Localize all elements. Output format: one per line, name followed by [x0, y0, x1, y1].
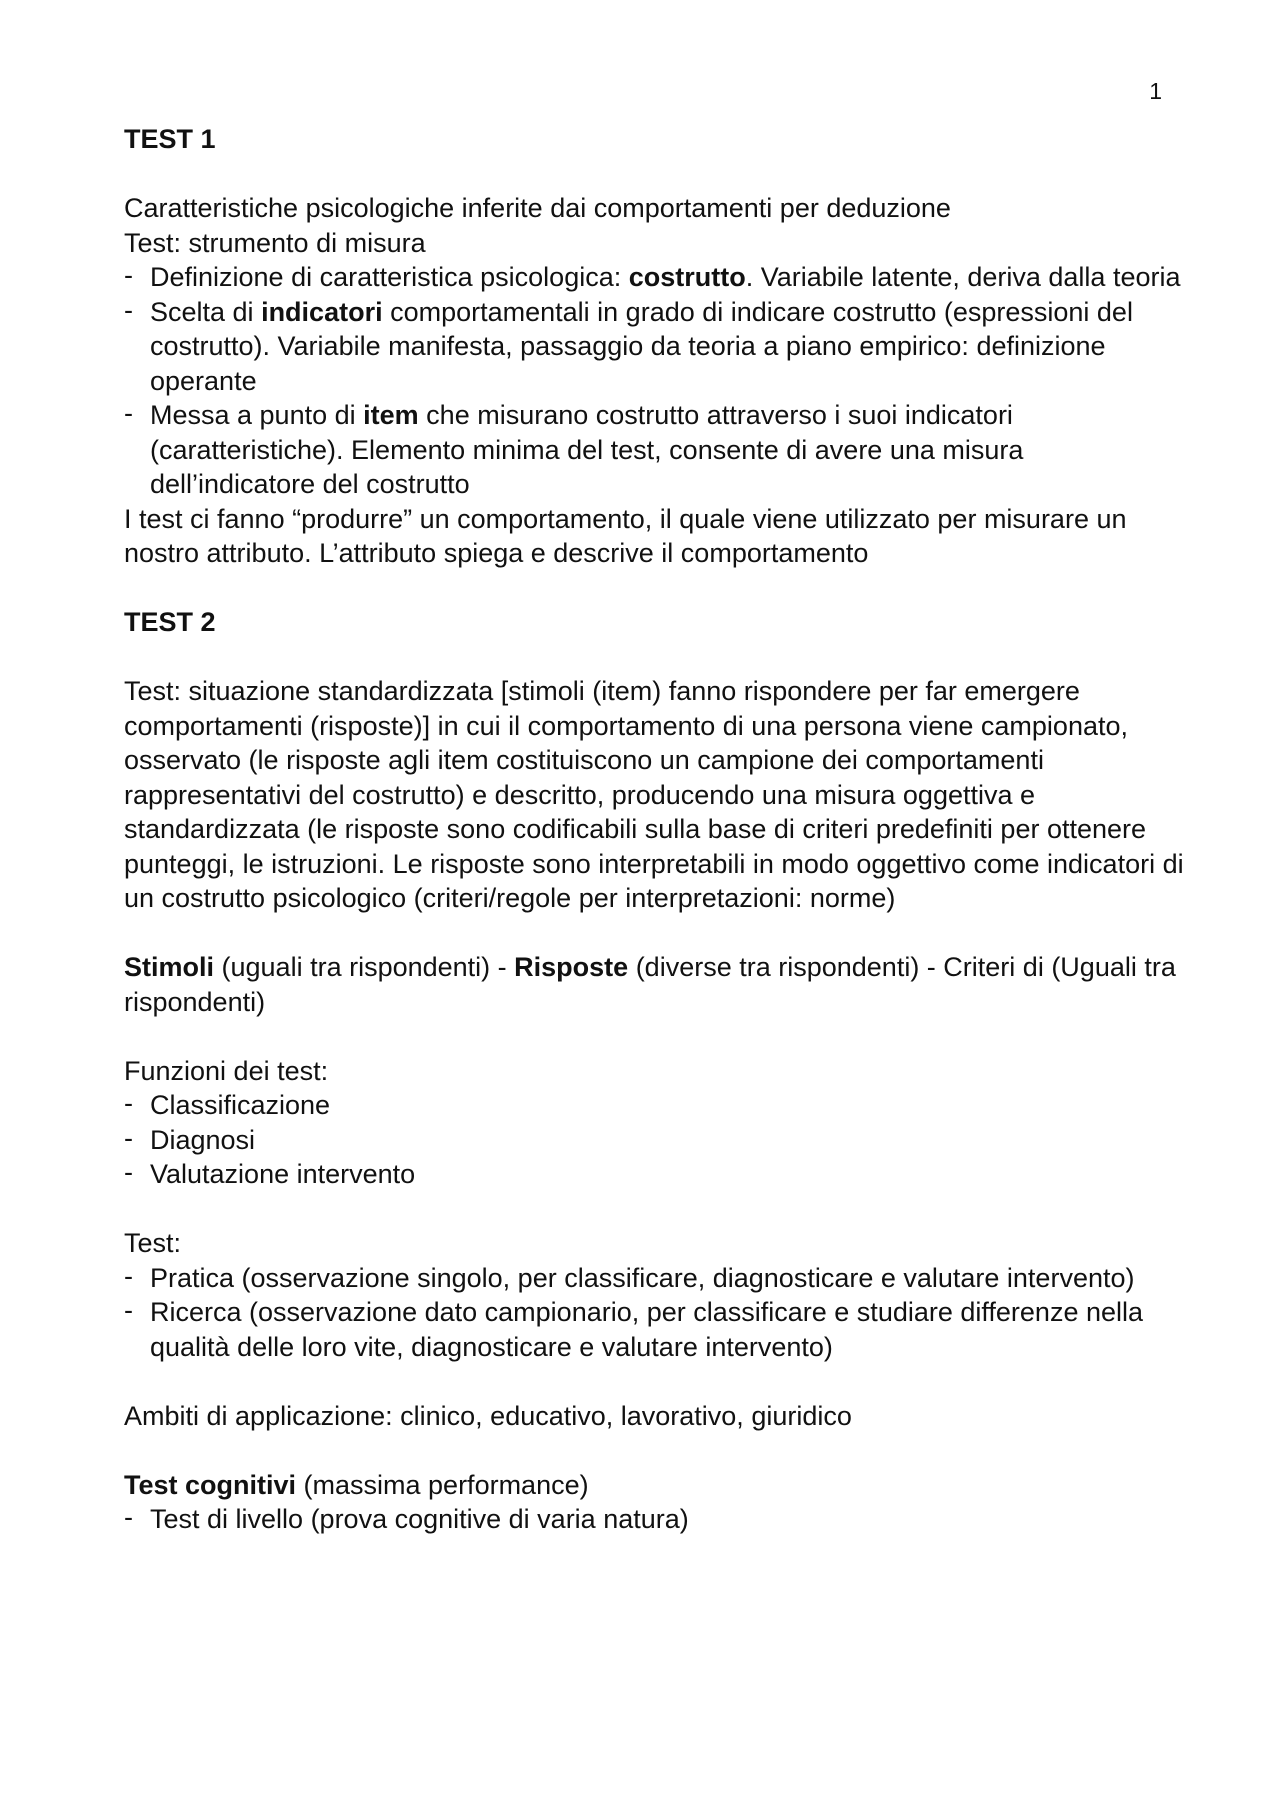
test-cognitivi-list — [124, 1502, 1184, 1537]
test1-heading: TEST 1 — [124, 124, 216, 154]
list-item: - Valutazione intervento — [124, 1157, 1184, 1192]
test1-bullet-costrutto: - Definizione di caratteristica psicologica: costrutto. Variabile latente, deriva dalla teoria — [124, 260, 1184, 295]
test1-intro-line2: Test: strumento di misura — [124, 227, 426, 258]
test1-closing: I test ci fanno “produrre” un comportamento, il quale viene utilizzato per misurare un nostro attributo. L’attributo spiega e descrive il comportamento — [124, 503, 1127, 568]
page-number: 1 — [1149, 78, 1162, 104]
ambiti-line: Ambiti di applicazione: clinico, educativo, lavorativo, giuridico — [124, 1400, 852, 1431]
test1-bullet-item: - Messa a punto di item che misurano costrutto attraverso i suoi indicatori (caratteristiche). Elemento minima del test, consente di avere una misura dell’indicatore del costrutto — [124, 398, 1184, 502]
test-types-list — [124, 1261, 1184, 1365]
list-item: - Ricerca (osservazione dato campionario, per classificare e studiare differenze nella qualità delle loro vite, diagnosticare e valutare intervento) — [124, 1295, 1184, 1364]
test1-bullet-list — [124, 260, 1184, 502]
stimoli-risposte-line: Stimoli (uguali tra rispondenti) - Risposte (diverse tra rispondenti) - Criteri di (Uguali tra rispondenti) — [124, 952, 1176, 1017]
funzioni-list — [124, 1088, 1184, 1192]
test2-heading: TEST 2 — [124, 607, 216, 637]
list-item: - Pratica (osservazione singolo, per classificare, diagnosticare e valutare intervento) — [124, 1261, 1184, 1296]
list-item: - Classificazione — [124, 1088, 1184, 1123]
test2-definition: Test: situazione standardizzata [stimoli (item) fanno rispondere per far emergere comportamenti (risposte)] in cui il comportamento di una persona viene campionato, osservato (le risposte agli item costituiscono un campione dei comportamenti rappresentativi del costrutto) e descritto, producendo una misura oggettiva e standardizzata (le risposte sono codificabili sulla base di criteri predefiniti per ottenere punteggi, le istruzioni. Le risposte sono interpretabili in modo oggettivo come indicatori di un costrutto psicologico (criteri/regole per interpretazioni: norme) — [124, 676, 1184, 913]
list-item: - Test di livello (prova cognitive di varia natura) — [124, 1502, 1184, 1537]
document-body — [124, 122, 1184, 1537]
test-cognitivi-line: Test cognitivi (massima performance) — [124, 1469, 589, 1500]
funzioni-label: Funzioni dei test: — [124, 1055, 329, 1086]
test1-bullet-indicatori: - Scelta di indicatori comportamentali in grado di indicare costrutto (espressioni del costrutto). Variabile manifesta, passaggio da teoria a piano empirico: definizione operante — [124, 295, 1184, 399]
test1-intro-line1: Caratteristiche psicologiche inferite dai comportamenti per deduzione — [124, 193, 951, 223]
test-label: Test: — [124, 1228, 182, 1258]
list-item: - Diagnosi — [124, 1123, 1184, 1158]
